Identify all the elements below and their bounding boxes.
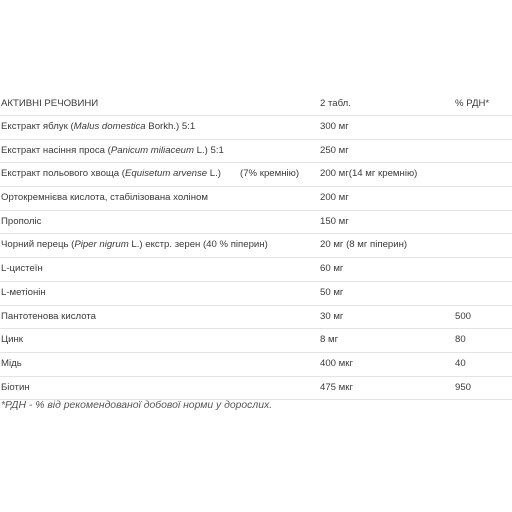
header-amount: 2 табл.: [320, 98, 351, 109]
ingredient-name: [1, 234, 268, 257]
latin-name: Malus domestica: [73, 121, 146, 132]
ingredient-rdn: 950: [455, 381, 472, 393]
ingredient-rdn: 40: [455, 357, 466, 369]
ingredient-amount: 400 мкг: [320, 357, 353, 369]
ingredient-amount: 20 мг (8 мг піперин): [320, 239, 408, 251]
ingredient-name: [1, 163, 299, 186]
table-body: [0, 116, 512, 400]
ingredient-name: [1, 306, 96, 329]
table-row: [0, 377, 512, 401]
ingredient-amount: 200 мг: [320, 192, 349, 204]
ingredient-note: (7% кремнію): [240, 168, 300, 180]
ingredient-name-suffix: L.) 5:1: [194, 144, 224, 156]
ingredient-name-text: Мідь: [1, 357, 22, 369]
ingredient-name: [1, 116, 195, 139]
ingredient-amount: 475 мкг: [320, 381, 353, 393]
ingredient-amount: 150 мг: [320, 215, 349, 227]
composition-table: [0, 93, 512, 400]
ingredient-name-text: Чорний перець (: [1, 239, 75, 251]
ingredient-rdn: 500: [455, 310, 472, 322]
ingredient-name-suffix: Borkh.) 5:1: [145, 121, 196, 132]
table-row: [0, 353, 512, 377]
ingredient-name: [1, 329, 23, 352]
ingredient-name-text: L-метіонін: [1, 286, 46, 298]
table-header-row: [0, 93, 512, 116]
latin-name: Panicum miliaceum: [110, 144, 194, 156]
table-row: [0, 282, 512, 306]
ingredient-name-text: Цинк: [1, 334, 23, 346]
table-row: [0, 234, 512, 258]
ingredient-name-text: Прополіс: [1, 215, 42, 227]
ingredient-name-suffix: L.) екстр. зерен (40 % піперин): [128, 239, 268, 251]
table-row: [0, 211, 512, 235]
latin-name: Piper nigrum: [74, 239, 129, 251]
ingredient-name-text: Біотин: [1, 381, 30, 393]
ingredient-amount: 8 мг: [320, 334, 339, 346]
table-row: [0, 258, 512, 282]
ingredient-amount: 200 мг(14 мг кремнію): [320, 168, 418, 180]
ingredient-amount: 300 мг: [320, 121, 349, 132]
ingredient-name-text: L-цистеїн: [1, 263, 43, 275]
ingredient-name: [1, 258, 43, 281]
ingredient-name: [1, 282, 46, 305]
ingredient-name: [1, 187, 208, 210]
ingredient-name-suffix: L.): [207, 168, 222, 180]
ingredient-rdn: 80: [455, 334, 466, 346]
ingredient-name-text: Екстракт насіння проса (: [1, 144, 111, 156]
table-row: [0, 329, 512, 353]
ingredient-name: [1, 377, 30, 400]
ingredient-name: [1, 353, 22, 376]
ingredient-amount: 60 мг: [320, 263, 344, 275]
ingredient-name-text: Екстракт яблук (: [1, 121, 74, 132]
ingredient-amount: 50 мг: [320, 286, 344, 298]
latin-name: Equisetum arvense: [125, 168, 208, 180]
table-row: [0, 140, 512, 164]
header-rdn: % РДН*: [455, 98, 490, 109]
ingredient-amount: 30 мг: [320, 310, 344, 322]
header-active-substances: АКТИВНІ РЕЧОВИНИ: [1, 98, 99, 109]
table-row: [0, 306, 512, 330]
ingredient-name-text: Пантотенова кислота: [1, 310, 96, 322]
ingredient-name-text: Ортокремнієва кислота, стабілізована холіном: [1, 192, 208, 204]
ingredient-name: [1, 211, 41, 234]
ingredient-amount: 250 мг: [320, 144, 349, 156]
table-row: [0, 163, 512, 187]
ingredient-name-text: Екстракт польового хвоща (: [1, 168, 126, 180]
table-row: [0, 116, 512, 140]
table-row: [0, 187, 512, 211]
ingredient-name: [1, 140, 224, 163]
footnote: *РДН - % від рекомендованої добової норми у дорослих.: [1, 400, 273, 411]
